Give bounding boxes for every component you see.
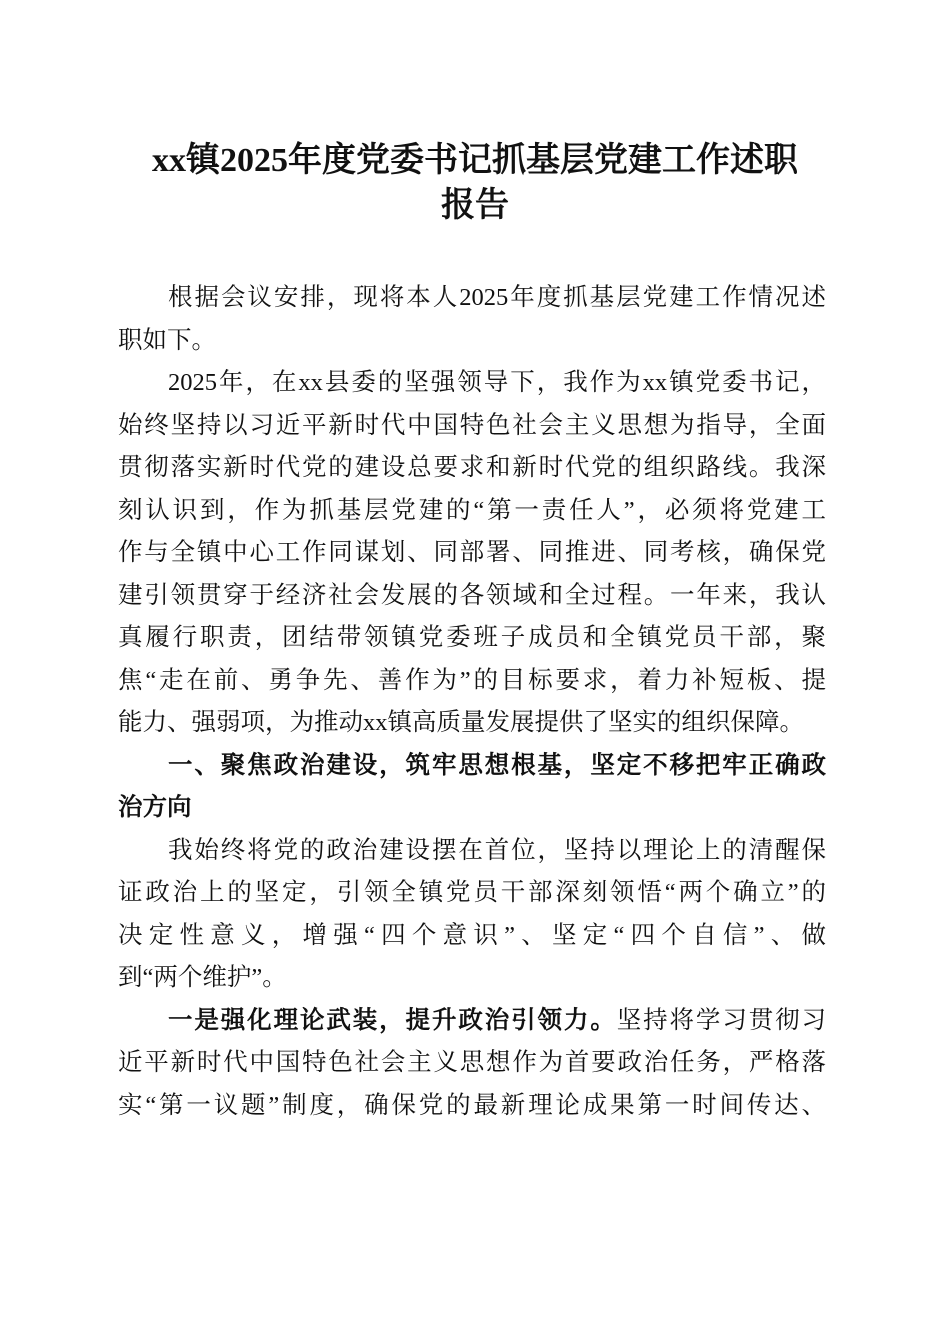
text-line: 2025年，在xx县委的坚强领导下，我作为xx镇党委书记， <box>168 369 826 396</box>
paragraph <box>118 277 826 362</box>
paragraph <box>118 830 826 1000</box>
text-line: 建引领贯穿于经济社会发展的各领域和全过程。一年来，我认 <box>118 581 826 609</box>
text-line: 决定性意义，增强“四个意识”、坚定“四个自信”、做 <box>118 921 826 949</box>
text-line: 始终坚持以习近平新时代中国特色社会主义思想为指导，全面 <box>118 411 826 439</box>
text-line: 证政治上的坚定，引领全镇党员干部深刻领悟“两个确立”的 <box>118 879 826 906</box>
text-line: 刻认识到，作为抓基层党建的“第一责任人”，必须将党建工 <box>118 496 826 524</box>
text-line: 职如下。 <box>118 326 216 354</box>
text-line: 一、聚焦政治建设，筑牢思想根基，坚定不移把牢正确政 <box>168 751 826 779</box>
title-line-2: 报告 <box>441 187 509 224</box>
text-line: 根据会议安排，现将本人2025年度抓基层党建工作情况述 <box>168 284 826 311</box>
text-line: 我始终将党的政治建设摆在首位，坚持以理论上的清醒保 <box>168 836 826 864</box>
text-line: 治方向 <box>118 794 192 821</box>
text-line: 作与全镇中心工作同谋划、同部署、同推进、同考核，确保党 <box>118 539 826 566</box>
section-heading <box>118 745 826 830</box>
text-line: 到“两个维护”。 <box>118 964 287 991</box>
lead-sentence: 一是强化理论武装，提升政治引领力。 <box>168 1006 617 1034</box>
text-line: 近平新时代中国特色社会主义思想作为首要政治任务，严格落 <box>118 1049 826 1076</box>
document-title <box>100 138 850 228</box>
paragraph <box>118 362 826 745</box>
text-line: 真履行职责，团结带领镇党委班子成员和全镇党员干部，聚 <box>118 624 826 651</box>
text-line: 一是强化理论武装，提升政治引领力。坚持将学习贯彻习 <box>168 1006 827 1034</box>
text-line: 能力、强弱项，为推动xx镇高质量发展提供了坚实的组织保障。 <box>118 709 804 736</box>
text-line: 焦“走在前、勇争先、善作为”的目标要求，着力补短板、提 <box>118 666 826 694</box>
text-line: 实“第一议题”制度，确保党的最新理论成果第一时间传达、 <box>118 1091 826 1119</box>
text-line: 贯彻落实新时代党的建设总要求和新时代党的组织路线。我深 <box>118 454 826 481</box>
paragraph <box>118 1000 826 1128</box>
document-body <box>118 277 826 1127</box>
title-line-1: xx镇2025年度党委书记抓基层党建工作述职 <box>152 142 798 179</box>
